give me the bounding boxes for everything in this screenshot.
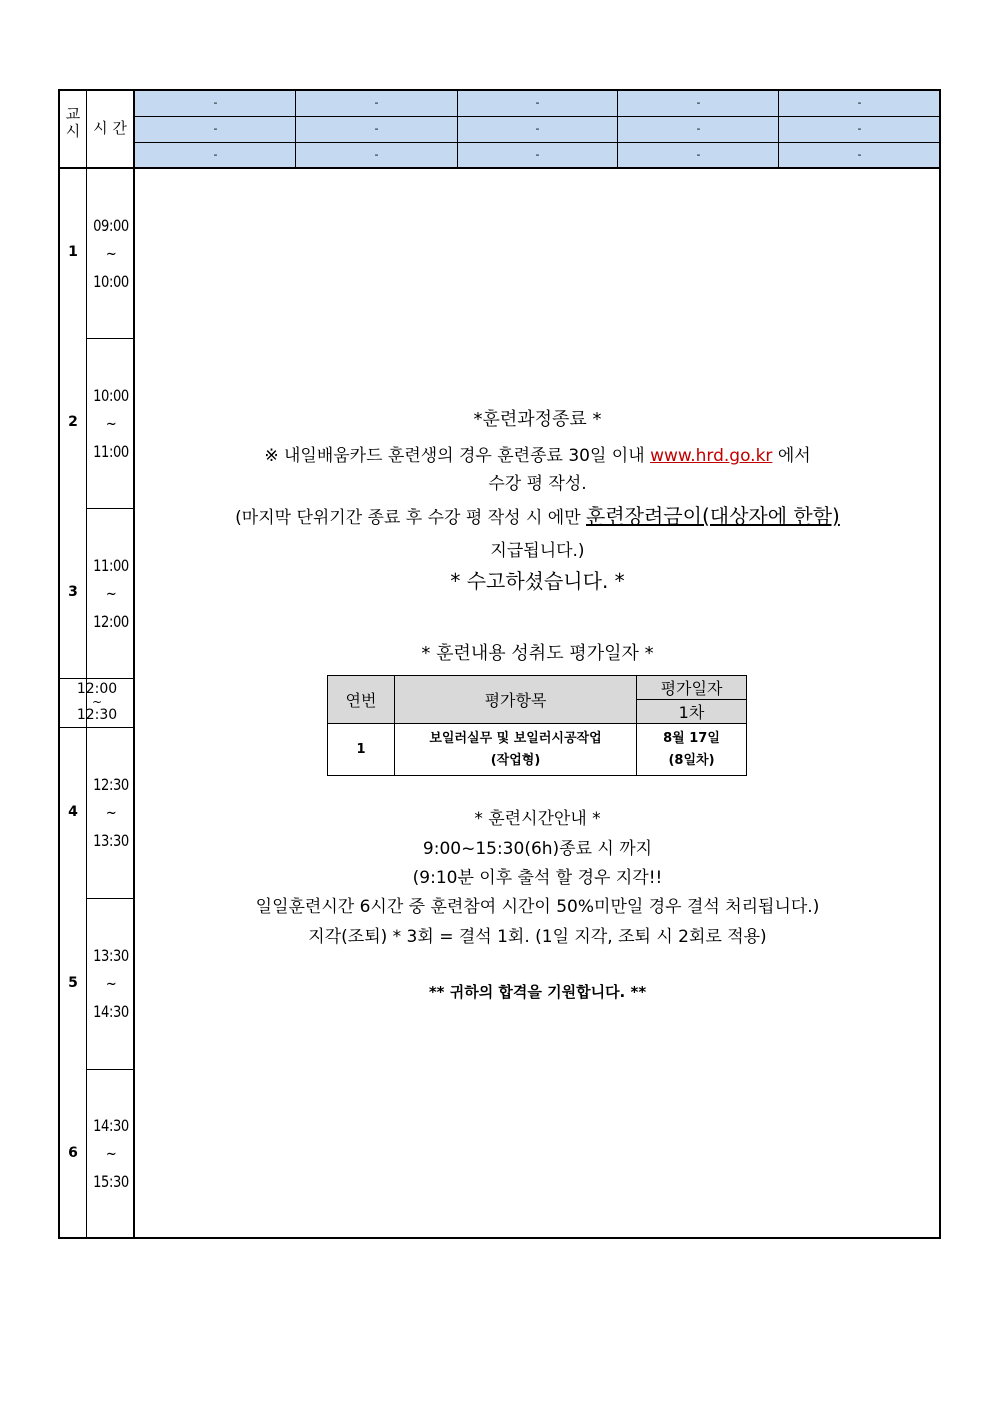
period-end-time: 13:30 xyxy=(93,831,129,850)
day-cell: - xyxy=(374,148,379,161)
period-time-separator: ~ xyxy=(105,1144,117,1163)
schedule-hours: 9:00~15:30(6h)종료 시 까지 xyxy=(422,839,653,859)
eval-item-name: 보일러실무 및 보일러시공작업 xyxy=(429,730,602,746)
evaluation-title: * 훈련내용 성취도 평가일자 * xyxy=(421,643,654,664)
eval-header-no: 연번 xyxy=(328,676,395,724)
period-start-time: 10:00 xyxy=(93,386,129,405)
eval-row-date xyxy=(637,724,747,776)
eval-date-value: 8월 17일 xyxy=(663,730,720,746)
day-cell: - xyxy=(696,122,701,135)
period-time-separator: ~ xyxy=(105,244,117,263)
period-time-separator: ~ xyxy=(105,974,117,993)
period-number: 5 xyxy=(68,975,78,991)
day-cell: - xyxy=(213,148,218,161)
period-number: 2 xyxy=(68,414,78,430)
review-notice-line-2: 수강 평 작성. xyxy=(488,474,587,494)
eval-item-type: (작업형) xyxy=(490,752,541,768)
period-column-header: 교 시 xyxy=(65,105,81,140)
eval-row-no: 1 xyxy=(328,724,395,776)
eval-header-item: 평가항목 xyxy=(395,676,637,724)
day-cell: - xyxy=(857,122,862,135)
period-number: 6 xyxy=(68,1145,78,1161)
schedule-title: * 훈련시간안내 * xyxy=(474,809,601,829)
period-start-time: 12:30 xyxy=(93,775,129,794)
period-number: 3 xyxy=(68,584,78,600)
period-end-time: 15:30 xyxy=(93,1172,129,1191)
lunch-end-time: 12:30 xyxy=(76,707,118,723)
period-end-time: 14:30 xyxy=(93,1002,129,1021)
day-cell: - xyxy=(535,122,540,135)
period-end-time: 12:00 xyxy=(93,612,129,631)
day-cell: - xyxy=(213,96,218,109)
closing-message: ** 귀하의 합격을 기원합니다. ** xyxy=(428,983,647,1001)
late-rule: (9:10분 이후 출석 할 경우 지각!! xyxy=(412,868,663,888)
day-cell: - xyxy=(535,96,540,109)
period-number: 4 xyxy=(68,804,78,820)
allowance-emphasis: 훈련장려금이(대상자에 한함) xyxy=(586,504,840,528)
review-notice-line xyxy=(136,441,939,466)
period-start-time: 11:00 xyxy=(93,556,129,575)
day-cell: - xyxy=(535,148,540,161)
day-cell: - xyxy=(857,148,862,161)
period-end-time: 11:00 xyxy=(93,442,129,461)
time-column-header: 시 간 xyxy=(93,119,127,137)
eval-row-item xyxy=(395,724,637,776)
period-start-time: 09:00 xyxy=(93,216,129,235)
thanks-message: * 수고하셨습니다. * xyxy=(450,569,625,593)
period-start-time: 14:30 xyxy=(93,1116,129,1135)
absence-rule: 일일훈련시간 6시간 중 훈련참여 시간이 50%미만일 경우 결석 처리됩니다.) xyxy=(255,897,820,917)
period-time-separator: ~ xyxy=(105,584,117,603)
day-cell: - xyxy=(374,96,379,109)
day-cell: - xyxy=(696,148,701,161)
course-end-title: *훈련과정종료 * xyxy=(473,409,602,430)
day-cell: - xyxy=(857,96,862,109)
eval-date-day: (8일차) xyxy=(668,752,715,768)
evaluation-table xyxy=(327,675,747,776)
day-cell: - xyxy=(696,96,701,109)
period-start-time: 13:30 xyxy=(93,946,129,965)
period-time-separator: ~ xyxy=(105,414,117,433)
eval-header-date: 평가일자 xyxy=(637,676,747,700)
allowance-notice-line-2: 지급됩니다.) xyxy=(490,541,585,561)
day-cell: - xyxy=(374,122,379,135)
period-time-separator: ~ xyxy=(105,803,117,822)
hrd-website-link[interactable]: www.hrd.go.kr xyxy=(650,446,773,466)
period-number: 1 xyxy=(68,244,78,260)
period-end-time: 10:00 xyxy=(93,272,129,291)
day-cell: - xyxy=(213,122,218,135)
lunch-time-separator: ~ xyxy=(91,695,103,709)
review-notice-suffix: 에서 xyxy=(772,446,811,466)
tardy-conversion-rule: 지각(조퇴) * 3회 = 결석 1회. (1일 지각, 조퇴 시 2회로 적용) xyxy=(308,927,767,947)
review-notice-text: ※ 내일배움카드 훈련생의 경우 훈련종료 30일 이내 xyxy=(264,446,651,466)
allowance-notice-text: (마지막 단위기간 종료 후 수강 평 작성 시 에만 xyxy=(235,508,587,528)
eval-header-round: 1차 xyxy=(637,700,747,724)
lunch-start-time: 12:00 xyxy=(76,681,118,697)
allowance-notice-line xyxy=(136,500,939,529)
